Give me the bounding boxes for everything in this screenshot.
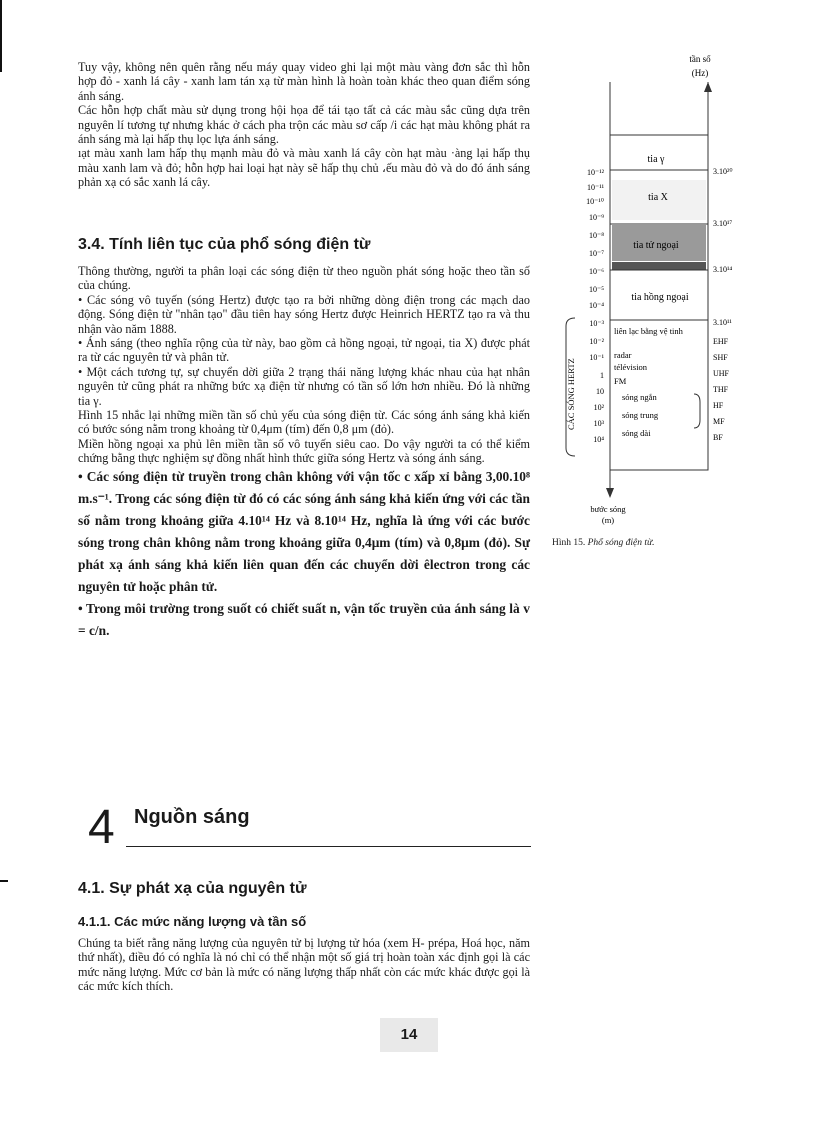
band-gamma: tia γ — [647, 154, 665, 165]
freq-axis-unit: (Hz) — [691, 68, 709, 78]
wave-tick-7: 10⁻⁶ — [588, 267, 604, 276]
s34-bullet-3: • Một cách tương tự, sự chuyển dời giữa 2 trạng thái năng lượng khác nhau của hạt nhân nguyên tử cũng phát ra những bức xạ điện từ nhưng có tần số lớn hơn nhiều. Đó là những tia γ. — [78, 364, 530, 408]
freq-band-mf: MF — [713, 417, 725, 426]
wave-tick-14: 10 — [596, 387, 604, 396]
freq-tick-20: 3.10²⁰ — [713, 167, 733, 176]
intro-paragraph-3: ıạt màu xanh lam hấp thụ mạnh màu đỏ và màu xanh lá cây còn hạt màu ·àng lại hấp thụ màu xanh lam và đỏ; hỗn hợp hai loại hạt này sẽ hấp thụ chủ ،ếu màu đỏ và do đó ánh sáng phản xạ có sắc xanh lá cây. — [78, 146, 530, 190]
s34-paragraph-3: Miền hồng ngoại xa phủ lên miền tần số vô tuyến siêu cao. Do vậy người ta có thể kiểm chứng bằng thực nghiệm sự đồng nhất hình thức giữa sóng Hertz và sóng ánh sáng. — [78, 436, 530, 466]
band-uv: tia tử ngoại — [633, 240, 679, 251]
wave-tick-11: 10⁻² — [589, 337, 604, 346]
wave-tick-12: 10⁻¹ — [589, 353, 604, 362]
freq-arrow-head — [704, 82, 712, 92]
caption-text: Phổ sóng điện từ. — [587, 538, 655, 548]
band-ir: tia hồng ngoại — [631, 292, 689, 303]
wave-tick-8: 10⁻⁵ — [588, 285, 604, 294]
radio-medium: sóng trung — [622, 410, 659, 420]
s34-key-statement-2: • Trong môi trường trong suốt có chiết suất n, vận tốc truyền của ánh sáng là v = c/n. — [78, 600, 530, 638]
s34-paragraph-2: Hình 15 nhắc lại những miền tần số chủ yếu của sóng điện từ. Các sóng ánh sáng khả kiến có bước sóng nằm trong khoảng từ 0,4μm (tím) đến 0,8 μm (đỏ). — [78, 408, 530, 437]
wave-tick-1: 10⁻¹² — [586, 168, 604, 177]
wave-tick-2: 10⁻¹¹ — [586, 183, 604, 192]
freq-axis-label: tần số — [689, 54, 711, 64]
s34-bullet-1: • Các sóng vô tuyến (sóng Hertz) được tạo ra bởi những dòng điện trong các mạch dao động. Sóng điện từ "nhân tạo" đầu tiên hay sóng Hertz được Heinrich HERTZ tạo ra và thu nhận vào năm 1888. — [78, 292, 530, 336]
section-4-1-title: 4.1. Sự phát xạ của nguyên tử — [78, 880, 307, 897]
chapter-title: Nguồn sáng — [134, 806, 250, 828]
freq-band-hf: HF — [713, 401, 724, 410]
s34-paragraph-1: Thông thường, người ta phân loại các sóng điện từ theo nguồn phát sóng hoặc theo tần số của chúng. — [78, 264, 530, 293]
s411-paragraph-1: Chúng ta biết rằng năng lượng của nguyên tử bị lượng tử hóa (xem H- prépa, Hoá học, năm thứ nhất), điều đó có nghĩa là nó chỉ có thể nhận một số giá trị hoàn toàn xác định gọi là các mức năng lượng. Mức cơ bản là mức có năng lượng thấp nhất còn các mức khác được gọi là các mức kích thích. — [78, 936, 530, 994]
wave-axis-label: bước sóng — [590, 504, 626, 514]
radio-satellite: liên lạc bằng vệ tinh — [614, 326, 683, 336]
wave-tick-10: 10⁻³ — [589, 319, 604, 328]
freq-band-uhf: UHF — [713, 369, 730, 378]
freq-band-shf: SHF — [713, 353, 728, 362]
caption-number: Hình 15. — [552, 538, 586, 548]
radio-short: sóng ngắn — [622, 392, 657, 402]
section-3-4-title: 3.4. Tính liên tục của phổ sóng điện từ — [78, 236, 371, 253]
wave-tick-9: 10⁻⁴ — [588, 301, 604, 310]
band-xray: tia X — [648, 192, 668, 203]
freq-band-ehf: EHF — [713, 337, 729, 346]
freq-band-thf: THF — [713, 385, 729, 394]
freq-tick-17: 3.10¹⁷ — [713, 219, 733, 228]
wave-tick-13: 1 — [600, 371, 604, 380]
radio-long: sóng dài — [622, 428, 651, 438]
wave-tick-4: 10⁻⁹ — [588, 213, 604, 222]
wave-tick-6: 10⁻⁷ — [588, 249, 604, 258]
intro-paragraph-1: Tuy vậy, không nên quên rằng nếu máy quay video ghi lại một màu vàng đơn sắc thì hỗn hợp đỏ - xanh lá cây - xanh lam tán xạ từ màn hình là hoàn toàn khác theo quan điểm sóng ánh sáng. — [78, 60, 530, 103]
wave-tick-3: 10⁻¹⁰ — [586, 197, 604, 206]
chapter-number: 4 — [88, 801, 115, 854]
freq-band-bf: BF — [713, 433, 723, 442]
radio-tv: télévision — [614, 362, 648, 372]
freq-tick-14: 3.10¹⁴ — [713, 265, 733, 274]
wavelength-ticks — [586, 168, 604, 444]
wave-tick-17: 10⁴ — [593, 435, 604, 444]
freq-tick-11: 3.10¹¹ — [713, 318, 732, 327]
visible-band-shade — [612, 262, 706, 270]
wave-axis-unit: (m) — [601, 515, 615, 525]
s34-bullet-2: • Ánh sáng (theo nghĩa rộng của từ này, bao gồm cả hồng ngoại, tử ngoại, tia X) được phát ra từ các nguyên tử và phân tử. — [78, 336, 530, 365]
wave-tick-16: 10³ — [593, 419, 604, 428]
s34-key-statement-1: • Các sóng điện từ truyền trong chân không với vận tốc c xấp xỉ bằng 3,00.10⁸ m.s⁻¹. Trong các sóng điện từ đó có các sóng ánh sáng khả kiến ứng với các tần số nằm trong khoảng giữa 4.10¹⁴ Hz và 8.10¹⁴ Hz, nghĩa là ứng với các bước sóng trong chân không nằm trong khoảng giữa 0,4μm (tím) và 0,8μm (đỏ). Sự phát xạ ánh sáng khả kiến liên quan đến các chuyển dời êlectron trong các nguyên tử hoặc phân tử. — [78, 468, 530, 594]
radio-radar: radar — [614, 350, 632, 360]
wave-tick-15: 10² — [593, 403, 604, 412]
figure-caption — [552, 538, 655, 548]
wave-arrow-head — [606, 488, 614, 498]
intro-paragraph-2: Các hỗn hợp chất màu sử dụng trong hội họa để tái tạo tất cả các màu sắc cũng dựa trên nguyên lí tương tự nhưng khác ở cách pha trộn các màu sơ cấp /i các hạt màu không phát ra ánh sáng mà lại hấp thụ lọc lựa ánh sáng. — [78, 103, 530, 147]
page-number: 14 — [380, 1018, 438, 1052]
frequency-ticks — [713, 167, 733, 442]
radio-fm: FM — [614, 376, 627, 386]
wave-tick-5: 10⁻⁸ — [588, 231, 604, 240]
hertz-side-label: CÁC SÓNG HERTZ — [566, 358, 576, 430]
section-4-1-1-title: 4.1.1. Các mức năng lượng và tần số — [78, 914, 307, 929]
